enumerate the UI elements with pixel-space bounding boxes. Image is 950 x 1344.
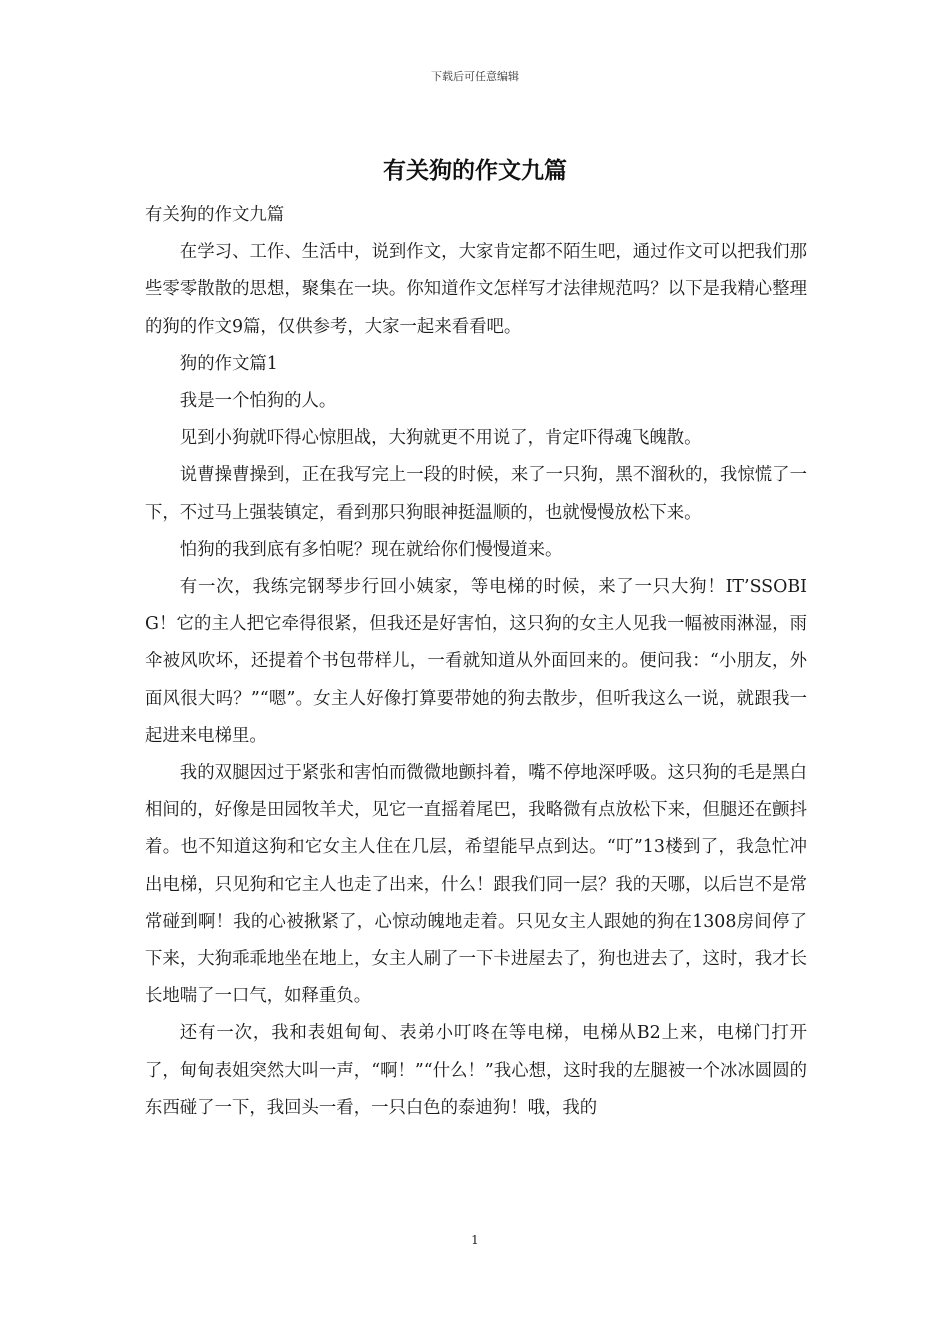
body-paragraph: 我是一个怕狗的人。 (179, 391, 337, 412)
body-paragraph: 在学习、工作、生活中，说到作文，大家肯定都不陌生吧，通过作文可以把我们那些零零散散的思想，聚集在一块。你知道作文怎样写才法律规范吗？以下是我精心整理的狗的作文9篇，仅供参考，大家一起来看看吧。 (145, 242, 807, 337)
body-paragraph: 说曹操曹操到，正在我写完上一段的时候，来了一只狗，黑不溜秋的，我惊慌了一下，不过马上强装镇定，看到那只狗眼神挺温顺的，也就慢慢放松下来。 (145, 465, 807, 523)
body-paragraph: 有一次，我练完钢琴步行回小姨家，等电梯的时候，来了一只大狗！IT’SSOBIG！它的主人把它牵得很紧，但我还是好害怕，这只狗的女主人见我一幅被雨淋湿，雨伞被风吹坏，还提着个书包带样儿，一看就知道从外面回来的。便问我：“小朋友，外面风很大吗？”“嗯”。女主人好像打算要带她的狗去散步，但听我这么一说，就跟我一起进来电梯里。 (145, 577, 807, 746)
document-body (145, 197, 807, 1127)
page-number: 1 (471, 1233, 479, 1247)
body-paragraph: 怕狗的我到底有多怕呢？现在就给你们慢慢道来。 (179, 539, 563, 560)
document-title: 有关狗的作文九篇 (383, 158, 567, 184)
section-heading: 狗的作文篇1 (179, 353, 278, 374)
subtitle-paragraph: 有关狗的作文九篇 (145, 205, 285, 225)
body-paragraph: 我的双腿因过于紧张和害怕而微微地颤抖着，嘴不停地深呼吸。这只狗的毛是黑白相间的，好像是田园牧羊犬，见它一直摇着尾巴，我略微有点放松下来，但腿还在颤抖着。也不知道这狗和它女主人住在几层，希望能早点到达。“叮”13楼到了，我急忙冲出电梯，只见狗和它主人也走了出来，什么！跟我们同一层？我的天哪，以后岂不是常常碰到啊！我的心被揪紧了，心惊动魄地走着。只见女主人跟她的狗在1308房间停了下来，大狗乖乖地坐在地上，女主人刷了一下卡进屋去了，狗也进去了，这时，我才长长地喘了一口气，如释重负。 (145, 763, 807, 1007)
header-note: 下载后可任意编辑 (431, 70, 519, 83)
body-paragraph: 见到小狗就吓得心惊胆战，大狗就更不用说了，肯定吓得魂飞魄散。 (179, 428, 702, 449)
body-paragraph: 还有一次，我和表姐甸甸、表弟小叮咚在等电梯，电梯从B2上来，电梯门打开了，甸甸表姐突然大叫一声，“啊！”“什么！”我心想，这时我的左腿被一个冰冰圆圆的东西碰了一下，我回头一看，一只白色的泰迪狗！哦，我的 (145, 1023, 807, 1118)
